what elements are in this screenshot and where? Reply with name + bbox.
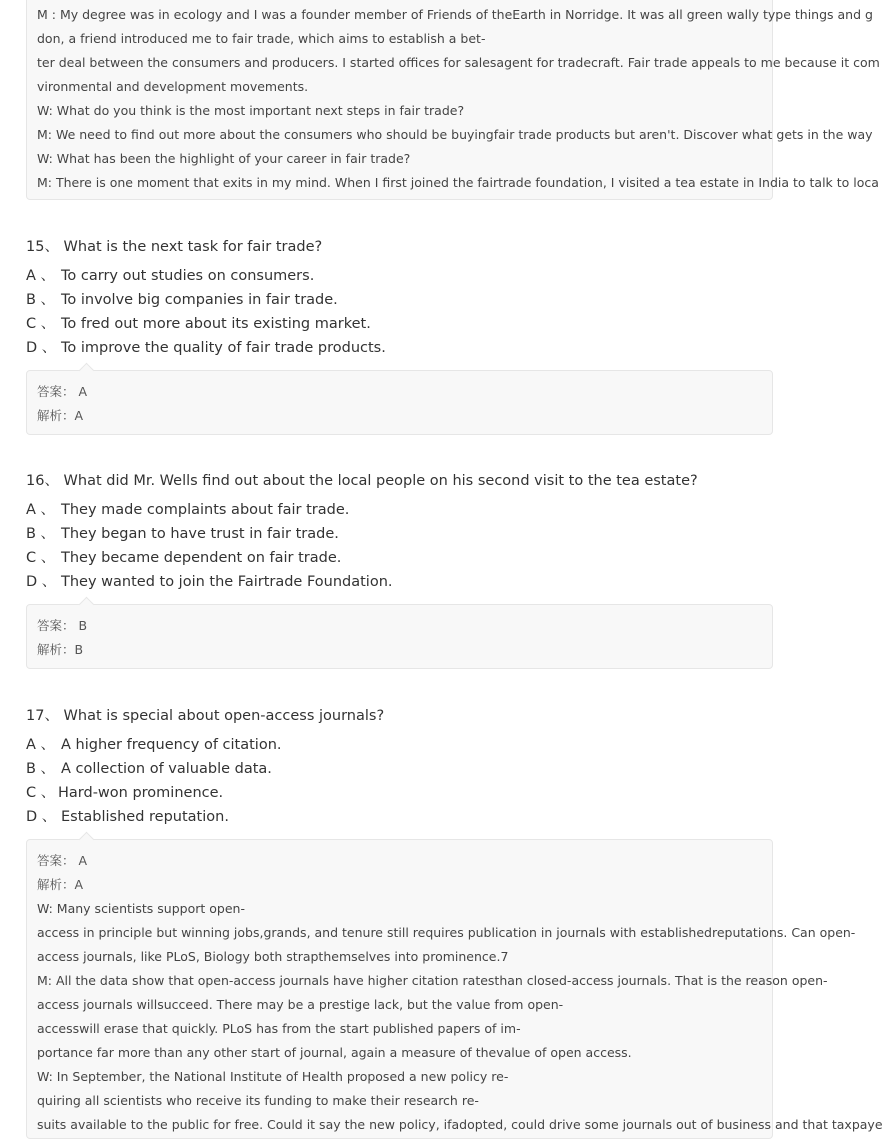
answer-label: 答案： A (37, 853, 88, 868)
option-text: To involve big companies in fair trade. (61, 292, 338, 308)
answer-label: 答案： A (37, 384, 88, 399)
answer-label: 答案： B (37, 618, 88, 633)
option-letter: A 、 (26, 268, 56, 284)
question-16-stem: 16、 What did Mr. Wells find out about the local people on his second visit to the tea estate? (26, 473, 698, 489)
option-15-b[interactable] (26, 291, 338, 309)
transcript-line: M: We need to find out more about the consumers who should be buyingfair trade products but aren't. Discover what gets in the way (37, 127, 873, 142)
transcript-line: portance far more than any other start of journal, again a measure of thevalue of open access. (37, 1045, 632, 1060)
transcript-line: ter deal between the consumers and producers. I started offices for salesagent for tradecraft. Fair trade appeals to me because it com (37, 55, 880, 70)
question-17-stem: 17、 What is special about open-access journals? (26, 708, 385, 724)
option-text: They became dependent on fair trade. (61, 550, 342, 566)
transcript-line: W: In September, the National Institute of Health proposed a new policy re- (37, 1069, 509, 1084)
option-17-c[interactable] (26, 784, 223, 802)
transcript-line: M: All the data show that open-access journals have higher citation ratesthan closed-access journals. That is the reason open- (37, 973, 828, 988)
transcript-box-top (26, 0, 880, 200)
transcript-line: access journals, like PLoS, Biology both strapthemselves into prominence.7 (37, 949, 509, 964)
answer-box-notch (79, 597, 95, 613)
option-letter: B 、 (26, 761, 56, 777)
option-17-b[interactable] (26, 760, 272, 778)
option-text: Established reputation. (61, 809, 229, 825)
answer-box-15 (26, 370, 773, 435)
transcript-line: M : My degree was in ecology and I was a founder member of Friends of theEarth in Norridge. It was all green wally type things and g (37, 7, 873, 22)
analysis-label: 解析：A (37, 877, 84, 892)
option-text: To fred out more about its existing market. (61, 316, 371, 332)
option-17-a[interactable] (26, 736, 282, 754)
answer-box-17 (26, 839, 883, 1139)
option-16-b[interactable] (26, 525, 339, 543)
option-15-d[interactable] (26, 339, 386, 357)
option-letter: D 、 (26, 809, 57, 825)
option-text: Hard-won prominence. (58, 785, 224, 801)
option-text: They made complaints about fair trade. (61, 502, 350, 518)
option-16-a[interactable] (26, 501, 349, 519)
transcript-line: access journals willsucceed. There may be a prestige lack, but the value from open- (37, 997, 564, 1012)
analysis-label: 解析：B (37, 642, 84, 657)
transcript-line: don, a friend introduced me to fair trade, which aims to establish a bet- (37, 31, 486, 46)
option-15-a[interactable] (26, 267, 314, 285)
option-letter: B 、 (26, 526, 56, 542)
option-text: They began to have trust in fair trade. (61, 526, 339, 542)
transcript-line: M: There is one moment that exits in my mind. When I first joined the fairtrade foundation, I visited a tea estate in India to talk to loca (37, 175, 879, 190)
option-letter: C 、 (26, 785, 56, 801)
option-letter: B 、 (26, 292, 56, 308)
option-letter: A 、 (26, 502, 56, 518)
option-text: A collection of valuable data. (61, 761, 272, 777)
answer-box-16 (26, 604, 773, 669)
option-16-d[interactable] (26, 573, 393, 591)
transcript-line: W: What do you think is the most important next steps in fair trade? (37, 103, 465, 118)
option-letter: A 、 (26, 737, 56, 753)
transcript-line: suits available to the public for free. Could it say the new policy, ifadopted, could drive some journals out of business and that taxpaye (37, 1117, 883, 1132)
transcript-line: W: What has been the highlight of your career in fair trade? (37, 151, 411, 166)
analysis-label: 解析：A (37, 408, 84, 423)
option-text: To improve the quality of fair trade products. (61, 340, 386, 356)
transcript-line: vironmental and development movements. (37, 79, 309, 94)
option-15-c[interactable] (26, 315, 371, 333)
option-16-c[interactable] (26, 549, 341, 567)
option-letter: C 、 (26, 316, 56, 332)
option-17-d[interactable] (26, 808, 229, 826)
answer-box-notch (79, 363, 95, 379)
option-letter: D 、 (26, 340, 57, 356)
question-15-stem: 15、 What is the next task for fair trade? (26, 239, 323, 255)
option-text: A higher frequency of citation. (61, 737, 282, 753)
answer-box-notch (79, 832, 95, 848)
option-text: They wanted to join the Fairtrade Foundation. (61, 574, 393, 590)
option-text: To carry out studies on consumers. (61, 268, 315, 284)
option-letter: C 、 (26, 550, 56, 566)
transcript-line: quiring all scientists who receive its funding to make their research re- (37, 1093, 479, 1108)
transcript-line: access in principle but winning jobs,grands, and tenure still requires publication in journals with establishedreputations. Can open- (37, 925, 856, 940)
transcript-line: accesswill erase that quickly. PLoS has from the start published papers of im- (37, 1021, 521, 1036)
option-letter: D 、 (26, 574, 57, 590)
transcript-line: W: Many scientists support open- (37, 901, 245, 916)
